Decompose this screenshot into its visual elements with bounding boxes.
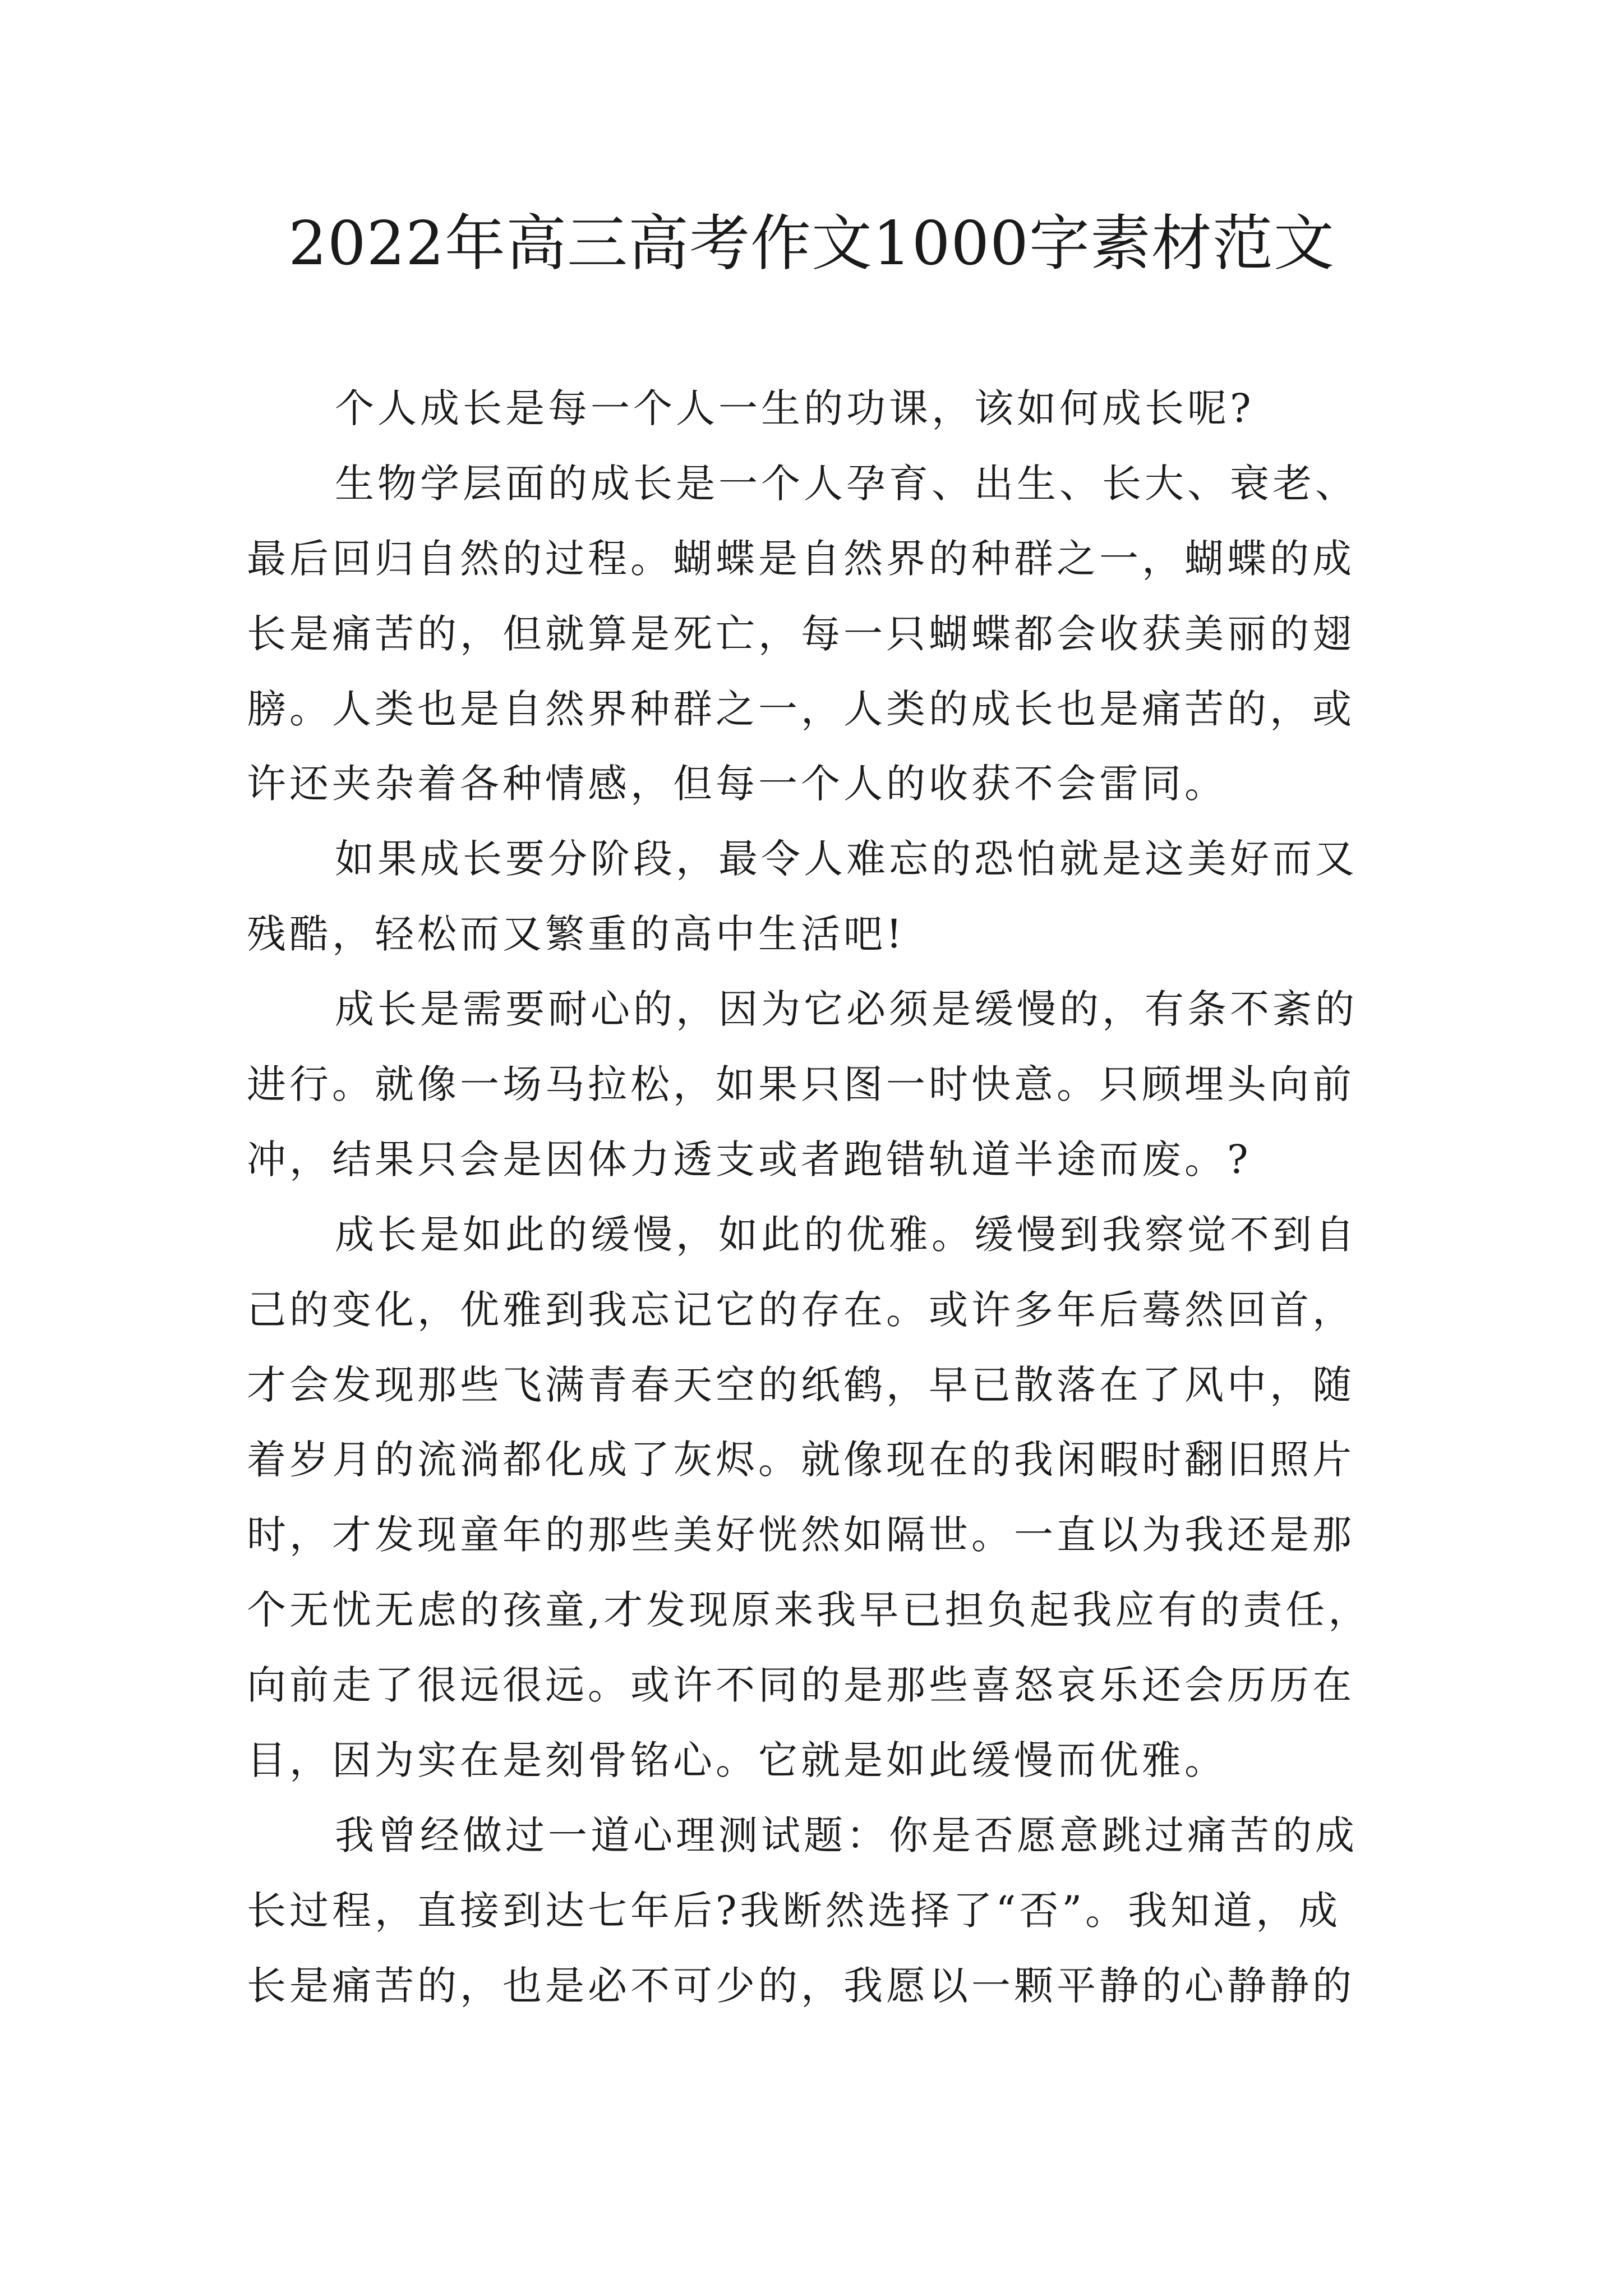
paragraph-line: 冲，结果只会是因体力透支或者跑错轨道半途而废。? xyxy=(247,1136,1252,1182)
paragraph-line: 成长是需要耐心的，因为它必须是缓慢的，有条不紊的 xyxy=(335,986,1358,1033)
document-title: 2022年高三高考作文1000字素材范文 xyxy=(288,209,1335,279)
paragraph-line: 残酷，轻松而又繁重的高中生活吧! xyxy=(247,911,906,958)
paragraph-line: 着岁月的流淌都化成了灰烬。就像现在的我闲暇时翻旧照片 xyxy=(247,1437,1355,1483)
paragraph-line: 进行。就像一场马拉松，如果只图一时快意。只顾埋头向前 xyxy=(247,1061,1355,1108)
paragraph-line: 己的变化，优雅到我忘记它的存在。或许多年后蓦然回首， xyxy=(247,1286,1355,1333)
paragraph-line: 长是痛苦的，也是必不可少的，我愿以一颗平静的心静静的 xyxy=(247,1962,1355,2009)
paragraph-line: 膀。人类也是自然界种群之一，人类的成长也是痛苦的，或 xyxy=(247,685,1355,732)
paragraph-line: 许还夹杂着各种情感，但每一个人的收获不会雷同。 xyxy=(247,761,1227,807)
paragraph-line: 个无忧无虑的孩童,才发现原来我早已担负起我应有的责任， xyxy=(247,1587,1371,1634)
paragraph-line: 成长是如此的缓慢，如此的优雅。缓慢到我察觉不到自 xyxy=(335,1211,1358,1258)
paragraph-line: 向前走了很远很远。或许不同的是那些喜怒哀乐还会历历在 xyxy=(247,1662,1355,1709)
paragraph-line: 长过程，直接到达七年后?我断然选择了“否”。我知道，成 xyxy=(247,1887,1341,1934)
paragraph-line: 个人成长是每一个人一生的功课，该如何成长呢? xyxy=(335,385,1255,431)
document-body xyxy=(247,371,1408,2024)
paragraph-line: 长是痛苦的，但就算是死亡，每一只蝴蝶都会收获美丽的翅 xyxy=(247,610,1355,657)
paragraph-line: 生物学层面的成长是一个人孕育、出生、长大、衰老、 xyxy=(335,460,1358,507)
paragraph-line: 如果成长要分阶段，最令人难忘的恐怕就是这美好而又 xyxy=(335,836,1358,882)
paragraph-line: 时，才发现童年的那些美好恍然如隔世。一直以为我还是那 xyxy=(247,1512,1355,1558)
paragraph-line: 目，因为实在是刻骨铭心。它就是如此缓慢而优雅。 xyxy=(247,1737,1227,1784)
paragraph-line: 最后回归自然的过程。蝴蝶是自然界的种群之一，蝴蝶的成 xyxy=(247,535,1355,582)
paragraph-line: 我曾经做过一道心理测试题：你是否愿意跳过痛苦的成 xyxy=(335,1812,1358,1858)
paragraph-line: 才会发现那些飞满青春天空的纸鹤，早已散落在了风中，随 xyxy=(247,1361,1355,1408)
